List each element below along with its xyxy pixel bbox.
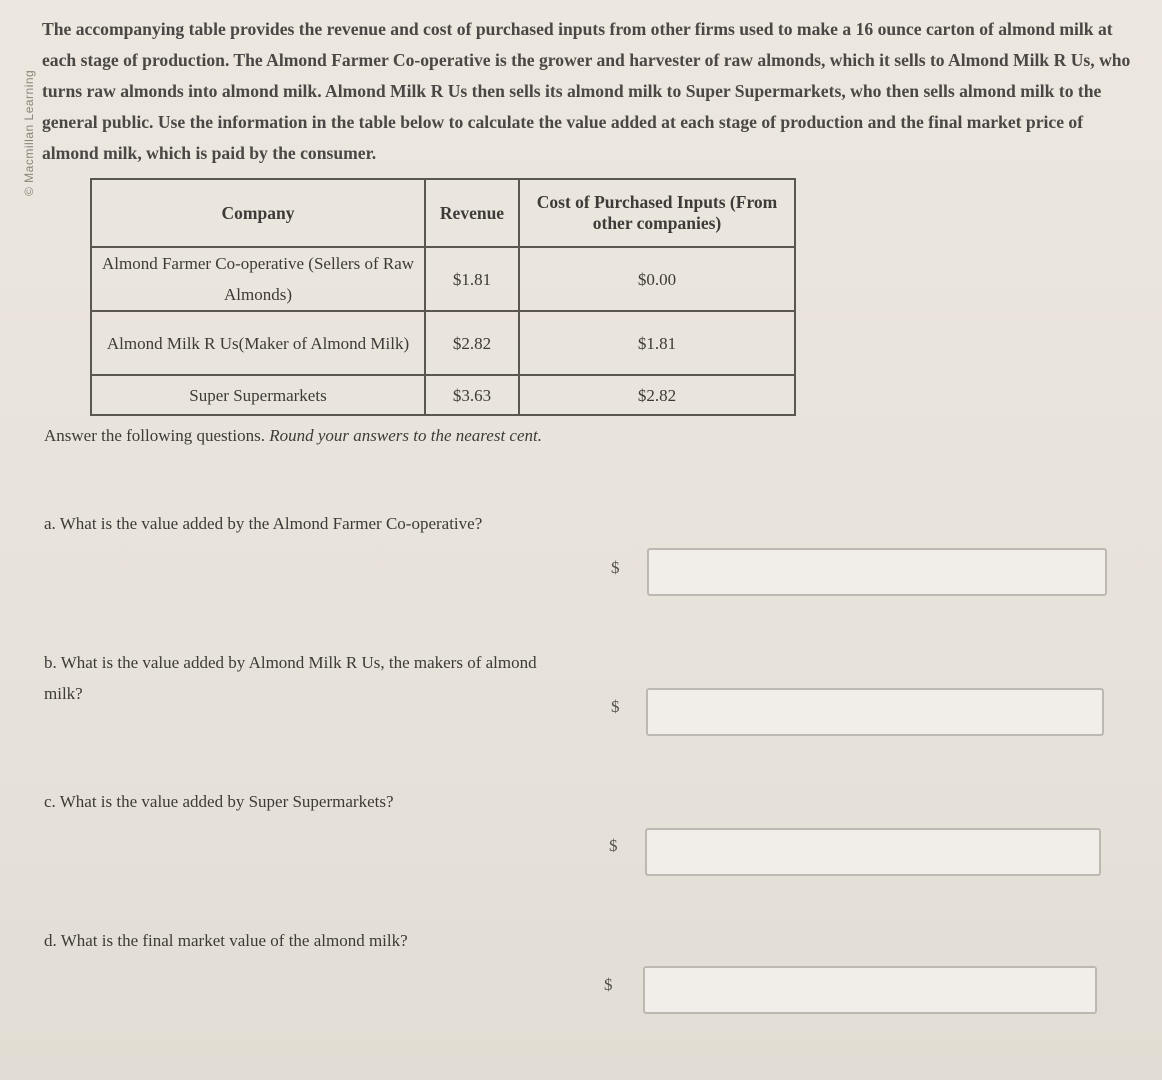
header-cost-inputs: Cost of Purchased Inputs (From other companies) (519, 179, 795, 247)
question-d: d. What is the final market value of the almond milk? (44, 931, 408, 950)
cell-cost: $1.81 (519, 311, 795, 375)
instructions (44, 426, 542, 446)
dollar-sign: $ (611, 697, 620, 716)
header-company: Company (91, 179, 425, 247)
question-a: a. What is the value added by the Almond Farmer Co-operative? (44, 514, 483, 533)
cell-company: Almond Farmer Co-operative (Sellers of Raw Almonds) (91, 247, 425, 311)
header-revenue: Revenue (425, 179, 519, 247)
dollar-sign: $ (604, 975, 613, 994)
dollar-sign: $ (609, 836, 618, 855)
copyright-credit: © Macmillan Learning (22, 69, 36, 196)
cell-revenue: $1.81 (425, 247, 519, 311)
intro-paragraph: The accompanying table provides the revenue and cost of purchased inputs from other firms used to make a 16 ounce carton of almond milk at each stage of production. The Almond Farmer Co-operative is the grower and harvester of raw almonds, which it sells to Almond Milk R Us, who turns raw almonds into almond milk. Almond Milk R Us then sells its almond milk to Super Supermarkets, who then sells almond milk to the general public. Use the information in the table below to calculate the value added at each stage of production and the final market price of almond milk, which is paid by the consumer. (42, 19, 1131, 163)
revenue-cost-table (90, 178, 796, 416)
instructions-rounding: Round your answers to the nearest cent. (269, 426, 542, 445)
answer-input-d[interactable] (643, 966, 1097, 1014)
dollar-sign: $ (611, 558, 620, 577)
table-header-row (91, 179, 795, 247)
table-row (91, 311, 795, 375)
cell-company: Super Supermarkets (91, 375, 425, 415)
table-row (91, 247, 795, 311)
cell-company: Almond Milk R Us(Maker of Almond Milk) (91, 311, 425, 375)
cell-revenue: $2.82 (425, 311, 519, 375)
answer-input-c[interactable] (645, 828, 1101, 876)
question-b: b. What is the value added by Almond Milk R Us, the makers of almond milk? (44, 653, 537, 703)
answer-input-b[interactable] (646, 688, 1104, 736)
cell-cost: $0.00 (519, 247, 795, 311)
cell-cost: $2.82 (519, 375, 795, 415)
question-c: c. What is the value added by Super Supermarkets? (44, 792, 394, 811)
cell-revenue: $3.63 (425, 375, 519, 415)
instructions-text: Answer the following questions. (44, 426, 270, 445)
answer-input-a[interactable] (647, 548, 1107, 596)
table-row (91, 375, 795, 415)
